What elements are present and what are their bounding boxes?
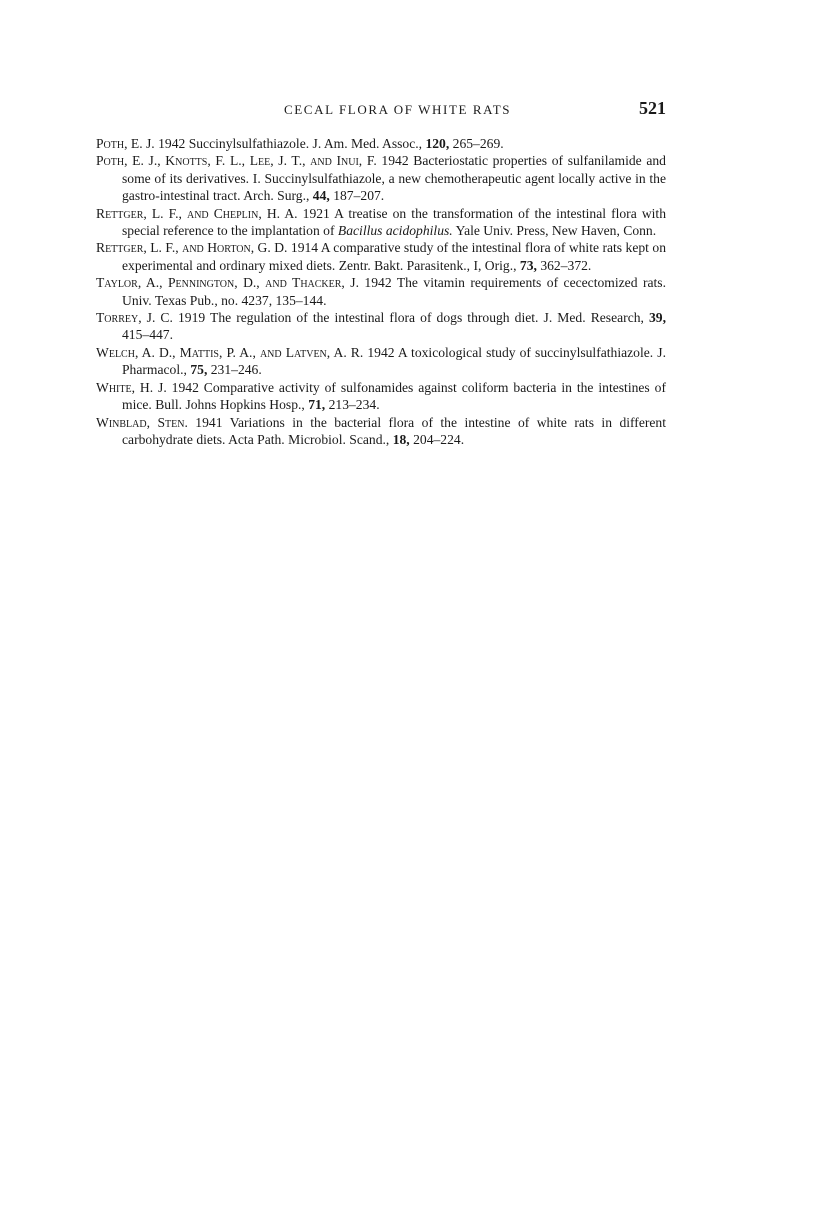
reference-title: Succinylsulfathiazole. (188, 136, 310, 151)
reference-pages: 187–207. (333, 188, 385, 204)
reference-pages: 213–234. (328, 397, 380, 413)
reference-list (96, 135, 666, 448)
page-number: 521 (639, 98, 666, 118)
reference-source: Bull. Johns Hopkins Hosp., (155, 397, 305, 413)
reference-pages: 231–246. (210, 362, 262, 378)
reference-year: 1941 (195, 414, 223, 430)
reference-pages: 415–447. (122, 327, 173, 343)
reference-volume: 44, (312, 188, 330, 204)
reference-volume: 71, (308, 397, 326, 413)
reference-title: The regulation of the intestinal flora of dogs through diet. (210, 310, 539, 326)
reference-authors: Poth, E. J. (96, 136, 155, 151)
reference-source: J. Pharmacol., (122, 344, 666, 378)
reference-entry (96, 239, 666, 274)
reference-source: J. Am. Med. Assoc., (312, 136, 423, 151)
reference-source: Zentr. Bakt. Parasitenk., I, Orig., (338, 257, 517, 273)
reference-entry (96, 379, 666, 414)
reference-title: A toxicological study of succinylsulfathiazole. (397, 344, 654, 360)
reference-volume: 39, (649, 310, 666, 326)
reference-source: Yale Univ. Press, New Haven, Conn. (455, 223, 657, 239)
reference-authors: Winblad, Sten. (96, 414, 188, 430)
reference-entry (96, 135, 666, 152)
reference-authors: Rettger, L. F., and Horton, G. D. (96, 240, 288, 256)
reference-source: Acta Path. Microbiol. Scand., (228, 431, 390, 447)
running-title: CECAL FLORA OF WHITE RATS (284, 102, 512, 117)
reference-year: 1942 (171, 379, 199, 395)
reference-authors: Torrey, J. C. (96, 310, 173, 326)
reference-year: 1942 (158, 136, 186, 151)
reference-authors: Rettger, L. F., and Cheplin, H. A. (96, 205, 298, 221)
reference-source: J. Med. Research, (543, 310, 644, 326)
reference-volume: 75, (190, 362, 208, 378)
reference-authors: Taylor, A., Pennington, D., and Thacker, J. (96, 275, 359, 291)
reference-pages: 362–372. (540, 257, 592, 273)
reference-volume: 18, (392, 431, 410, 447)
reference-year: 1919 (177, 310, 206, 326)
running-head (150, 98, 666, 124)
reference-source: Arch. Surg., (243, 188, 310, 204)
reference-entry (96, 344, 666, 379)
reference-title: Comparative activity of sulfonamides against coliform bacteria in the intestines of mice. (122, 379, 666, 413)
reference-authors: White, H. J. (96, 379, 167, 395)
reference-title: Variations in the bacterial flora of the intestine of white rats in different carbohydrate diets. (122, 414, 666, 447)
reference-year: 1914 (290, 240, 319, 256)
reference-title: A comparative study of the intestinal flora of white rats kept on experimental and ordinary mixed diets. (122, 240, 666, 273)
reference-title: Bacteriostatic properties of sulfanilamide and some of its derivatives. I. Succinylsulfathiazole, a new chemotherapeutic agent locally active in the gastro-intestinal tract. (122, 153, 666, 204)
reference-pages: 204–224. (413, 431, 465, 447)
reference-pages: 265–269. (452, 136, 504, 151)
reference-year: 1921 (302, 205, 330, 221)
reference-authors: Poth, E. J., Knotts, F. L., Lee, J. T., and Inui, F. (96, 153, 377, 169)
reference-entry (96, 152, 666, 204)
reference-volume: 73, (519, 257, 537, 273)
reference-entry (96, 205, 666, 240)
reference-authors: Welch, A. D., Mattis, P. A., and Latven, A. R. (96, 344, 364, 360)
reference-title: The vitamin requirements of cecectomized rats. (396, 275, 666, 291)
reference-year: 1942 (364, 275, 392, 291)
reference-year: 1942 (367, 344, 395, 360)
reference-title-italic: Bacillus acidophilus. (337, 223, 453, 239)
reference-entry (96, 309, 666, 344)
reference-entry (96, 414, 666, 449)
reference-title: A treatise on the transformation of the intestinal flora with special reference to the implantation of (122, 205, 666, 239)
reference-volume: 120, (425, 136, 450, 151)
reference-entry (96, 274, 666, 309)
reference-year: 1942 (381, 153, 409, 169)
reference-source: Univ. Texas Pub., no. 4237, 135–144. (122, 292, 327, 308)
